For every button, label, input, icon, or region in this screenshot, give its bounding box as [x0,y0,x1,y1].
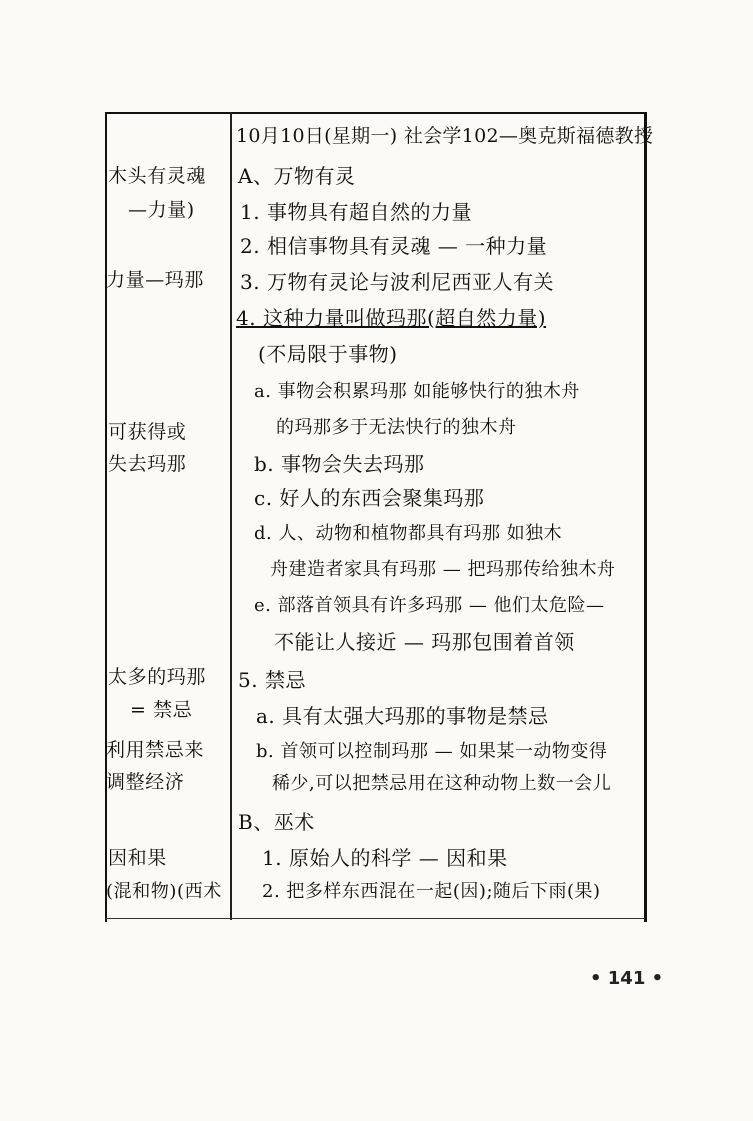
note-line: e. 部落首领具有许多玛那 — 他们太危险— [254,595,605,616]
margin-note: 因和果 [108,847,167,869]
page-number: • 141 • [590,968,664,989]
margin-note: 力量—玛那 [106,269,205,291]
note-line: 2. 相信事物具有灵魂 — 一种力量 [240,234,548,258]
note-line: 1. 原始人的科学 — 因和果 [262,846,508,870]
margin-note: 太多的玛那 [108,666,207,688]
note-line: B、巫术 [238,810,315,834]
margin-note: (混和物)(西术 [106,881,222,902]
note-line: A、万物有灵 [238,164,356,188]
bottom-rule-line [105,918,645,919]
note-line: d. 人、动物和植物都具有玛那 如独木 [254,523,563,544]
note-line: 4. 这种力量叫做玛那(超自然力量) [236,306,547,330]
note-line: b. 首领可以控制玛那 — 如果某一动物变得 [256,741,608,762]
margin-divider-line [230,112,232,920]
margin-note: 可获得或 [108,421,187,443]
note-line: 的玛那多于无法快行的独木舟 [276,417,517,438]
note-line: c. 好人的东西会聚集玛那 [254,486,485,510]
note-line: a. 具有太强大玛那的事物是禁忌 [256,704,549,728]
note-line: b. 事物会失去玛那 [254,452,425,476]
note-line: 2. 把多样东西混在一起(因);随后下雨(果) [262,881,601,902]
lecture-header: 10月10日(星期一) 社会学102—奥克斯福德教授 [236,125,654,147]
note-line: (不局限于事物) [258,342,398,366]
margin-note: = 禁忌 [130,699,193,721]
margin-note: 失去玛那 [108,453,187,475]
note-line: a. 事物会积累玛那 如能够快行的独木舟 [254,381,580,402]
note-line: 舟建造者家具有玛那 — 把玛那传给独木舟 [270,559,616,580]
note-line: 3. 万物有灵论与波利尼西亚人有关 [240,270,554,294]
margin-note: 木头有灵魂 [108,165,207,187]
note-line: 不能让人接近 — 玛那包围着首领 [274,630,575,654]
margin-note: —力量) [128,199,195,221]
note-line: 1. 事物具有超自然的力量 [240,200,472,224]
note-line: 5. 禁忌 [238,668,306,692]
margin-note: 调整经济 [106,771,185,793]
note-line: 稀少,可以把禁忌用在这种动物上数一会儿 [272,773,612,794]
margin-note: 利用禁忌来 [106,739,205,761]
